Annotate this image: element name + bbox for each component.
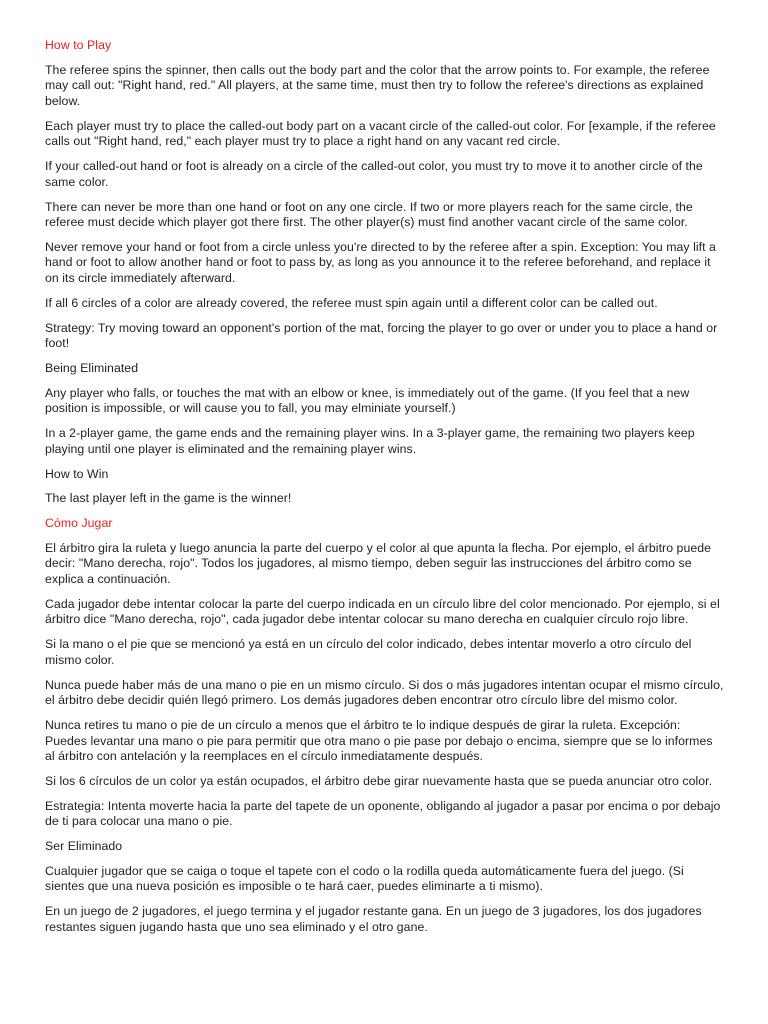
ser-eliminado-subheading: Ser Eliminado	[45, 839, 123, 854]
en-paragraph-winner: The last player left in the game is the winner!	[45, 491, 292, 506]
document-page	[45, 38, 725, 945]
how-to-win-subheading: How to Win	[45, 466, 109, 481]
being-eliminated-subheading: Being Eliminated	[45, 361, 139, 375]
es-paragraph-elimination: Cualquier jugador que se caiga o toque el tapete con el codo o la rodilla queda automáticamente fuera del juego. (Si sientes que una nueva posición es imposible o te hará caer, puedes eliminarte a ti mismo).	[45, 863, 684, 894]
como-jugar-heading: Cómo Jugar	[45, 516, 113, 531]
en-paragraph-player-count: In a 2-player game, the game ends and the remaining player wins. In a 3-player game, the remaining two players keep playing until one player is eliminated and the remaining player wins.	[45, 426, 695, 456]
es-paragraph-circles-covered: Si los 6 círculos de un color ya están ocupados, el árbitro debe girar nuevamente hasta que se pueda anunciar otro color.	[45, 773, 713, 788]
es-paragraph-strategy: Estrategia: Intenta moverte hacia la parte del tapete de un oponente, obligando al jugador a pasar por encima o por debajo de ti para colocar una mano o pie.	[45, 798, 721, 829]
es-paragraph-spinner: El árbitro gira la ruleta y luego anuncia la parte del cuerpo y el color al que apunta la flecha. Por ejemplo, el árbitro puede decir: "Mano derecha, rojo". Todos los jugadores, al mismo tiempo, deben seguir las instrucciones del árbitro como se explica a continuación.	[45, 540, 711, 587]
en-paragraph-placement: Each player must try to place the called-out body part on a vacant circle of the called-out color. For [example, if the referee calls out "Right hand, red," each player must try to place a right hand on any vacant red circle.	[45, 118, 716, 149]
es-paragraph-placement: Cada jugador debe intentar colocar la parte del cuerpo indicada en un círculo libre del color mencionado. Por ejemplo, si el árbitro dice "Mano derecha, rojo", cada jugador debe intentar colocar su mano derecha en cualquier círculo rojo libre.	[45, 596, 720, 627]
en-paragraph-elimination: Any player who falls, or touches the mat with an elbow or knee, is immediately out of the game. (If you feel that a new position is impossible, or will cause you to fall, you may elminiate yourself.)	[45, 385, 690, 416]
en-paragraph-one-per-circle: There can never be more than one hand or foot on any one circle. If two or more players reach for the same circle, the referee must decide which player got there first. The other player(s) must find another vacant circle of the same color.	[45, 199, 693, 230]
en-paragraph-circles-covered: If all 6 circles of a color are already covered, the referee must spin again until a different color can be called out.	[45, 295, 658, 310]
en-paragraph-already-on-color: If your called-out hand or foot is already on a circle of the called-out color, you must try to move it to another circle of the same color.	[45, 159, 703, 189]
es-paragraph-player-count: En un juego de 2 jugadores, el juego termina y el jugador restante gana. En un juego de 3 jugadores, los dos jugadores restantes siguen jugando hasta que uno sea eliminado y el otro gane.	[45, 904, 702, 934]
en-paragraph-spinner: The referee spins the spinner, then calls out the body part and the color that the arrow points to. For example, the referee may call out: "Right hand, red." All players, at the same time, must then try to follow the referee's directions as explained below.	[45, 62, 710, 108]
how-to-play-heading: How to Play	[45, 38, 112, 52]
en-paragraph-never-remove: Never remove your hand or foot from a circle unless you're directed to by the referee after a spin. Exception: You may lift a hand or foot to allow another hand or foot to pass by, as long as you announce it to the referee beforehand, and replace it on its circle immediately afterward.	[45, 239, 716, 286]
es-paragraph-one-per-circle: Nunca puede haber más de una mano o pie en un mismo círculo. Si dos o más jugadores intentan ocupar el mismo círculo, el árbitro debe decidir quién llegó primero. Los demás jugadores deben encontrar otro círculo libre del mismo color.	[45, 677, 724, 708]
es-paragraph-already-on-color: Si la mano o el pie que se mencionó ya está en un círculo del color indicado, debes intentar moverlo a otro círculo del mismo color.	[45, 637, 692, 667]
en-paragraph-strategy: Strategy: Try moving toward an opponent's portion of the mat, forcing the player to go over or under you to place a hand or foot!	[45, 320, 718, 351]
es-paragraph-never-remove: Nunca retires tu mano o pie de un círculo a menos que el árbitro te lo indique después de girar la ruleta. Excepción: Puedes levantar una mano o pie para permitir que otra mano o pie pase por debajo o encima, siempre que se lo informes al árbitro con antelación y la reemplaces en el círculo inmediatamente después.	[45, 717, 713, 764]
